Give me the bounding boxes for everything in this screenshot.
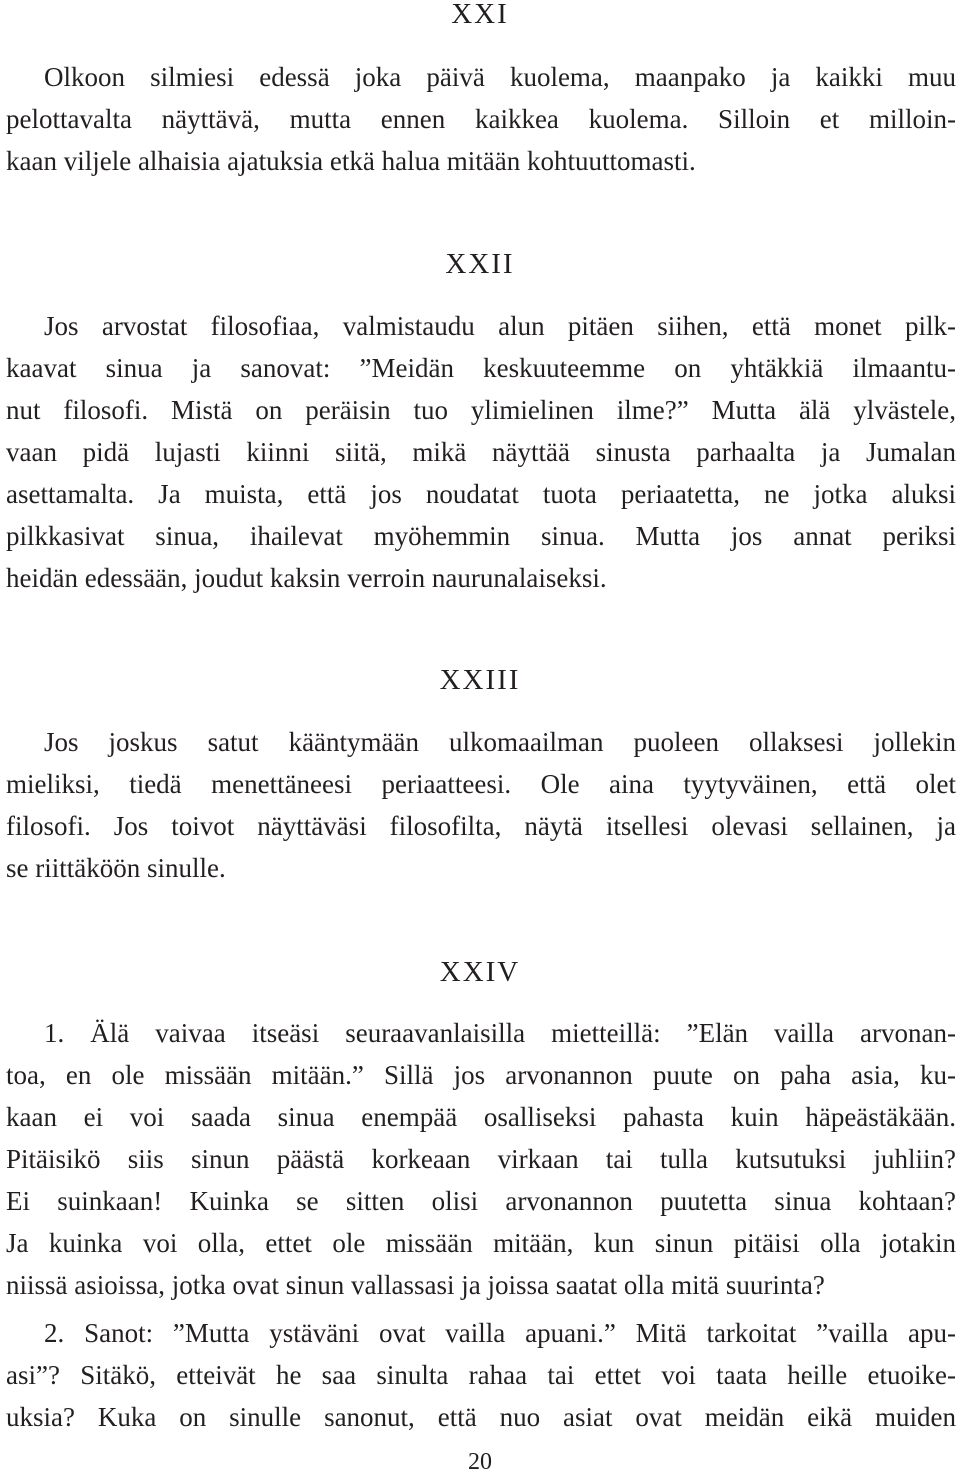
paragraph-line: kaan viljele alhaisia ajatuksia etkä halua mitään kohtuuttomasti.: [6, 146, 696, 176]
paragraph-line: 2. Sanot: ”Mutta ystäväni ovat vailla apuani.” Mitä tarkoitat ”vailla apu-: [44, 1318, 956, 1348]
section-xxi-paragraph: [6, 56, 956, 182]
paragraph-line: nut filosofi. Mistä on peräisin tuo ylimielinen ilme?” Mutta älä ylvästele,: [6, 395, 956, 425]
paragraph-line: Olkoon silmiesi edessä joka päivä kuolema, maanpako ja kaikki muu: [44, 62, 956, 92]
paragraph-line: asi”? Sitäkö, etteivät he saa sinulta rahaa tai ettet voi taata heille etuoike-: [6, 1360, 956, 1390]
paragraph-line: uksia? Kuka on sinulle sanonut, että nuo asiat ovat meidän eikä muiden: [6, 1402, 956, 1432]
section-xxii-paragraph: [6, 305, 956, 599]
page-number: 20: [468, 1449, 492, 1475]
paragraph-line: toa, en ole missään mitään.” Sillä jos arvonannon puute on paha asia, ku-: [6, 1060, 956, 1090]
paragraph-line: niissä asioissa, jotka ovat sinun vallassasi ja joissa saatat olla mitä suurinta?: [6, 1270, 825, 1300]
paragraph-line: vaan pidä lujasti kiinni siitä, mikä näyttää sinusta parhaalta ja Jumalan: [6, 437, 956, 467]
paragraph-line: pelottavalta näyttävä, mutta ennen kaikkea kuolema. Silloin et milloin-: [6, 104, 956, 134]
paragraph-line: kaavat sinua ja sanovat: ”Meidän keskuuteemme on yhtäkkiä ilmaantu-: [6, 353, 956, 383]
paragraph-line: asettamalta. Ja muista, että jos noudatat tuota periaatetta, ne jotka aluksi: [6, 479, 956, 509]
paragraph-line: Jos arvostat filosofiaa, valmistaudu alun pitäen siihen, että monet pilk-: [44, 311, 956, 341]
section-xxiii-paragraph: [6, 721, 956, 889]
section-heading-xxii: XXII: [445, 248, 515, 280]
paragraph-line: Ei suinkaan! Kuinka se sitten olisi arvonannon puutetta sinua kohtaan?: [6, 1186, 956, 1216]
section-heading-xxiii: XXIII: [439, 664, 521, 696]
section-xxiv-paragraph-2: [6, 1312, 956, 1438]
paragraph-line: 1. Älä vaivaa itseäsi seuraavanlaisilla mietteillä: ”Elän vailla arvonan-: [44, 1018, 956, 1048]
paragraph-line: Ja kuinka voi olla, ettet ole missään mitään, kun sinun pitäisi olla jotakin: [6, 1228, 956, 1258]
paragraph-line: Pitäisikö siis sinun päästä korkeaan virkaan tai tulla kutsutuksi juhliin?: [6, 1144, 956, 1174]
section-heading-xxiv: XXIV: [439, 956, 521, 988]
paragraph-line: kaan ei voi saada sinua enempää osalliseksi pahasta kuin häpeästäkään.: [6, 1102, 956, 1132]
section-xxiv-paragraph-1: [6, 1012, 956, 1306]
paragraph-line: filosofi. Jos toivot näyttäväsi filosofilta, näytä itsellesi olevasi sellainen, ja: [6, 811, 956, 841]
section-heading-xxi: XXI: [451, 0, 509, 30]
paragraph-line: heidän edessään, joudut kaksin verroin naurunalaiseksi.: [6, 563, 607, 593]
paragraph-line: Jos joskus satut kääntymään ulkomaailman puoleen ollaksesi jollekin: [44, 727, 956, 757]
paragraph-line: pilkkasivat sinua, ihailevat myöhemmin sinua. Mutta jos annat periksi: [6, 521, 956, 551]
paragraph-line: mieliksi, tiedä menettäneesi periaatteesi. Ole aina tyytyväinen, että olet: [6, 769, 956, 799]
paragraph-line: se riittäköön sinulle.: [6, 853, 226, 883]
